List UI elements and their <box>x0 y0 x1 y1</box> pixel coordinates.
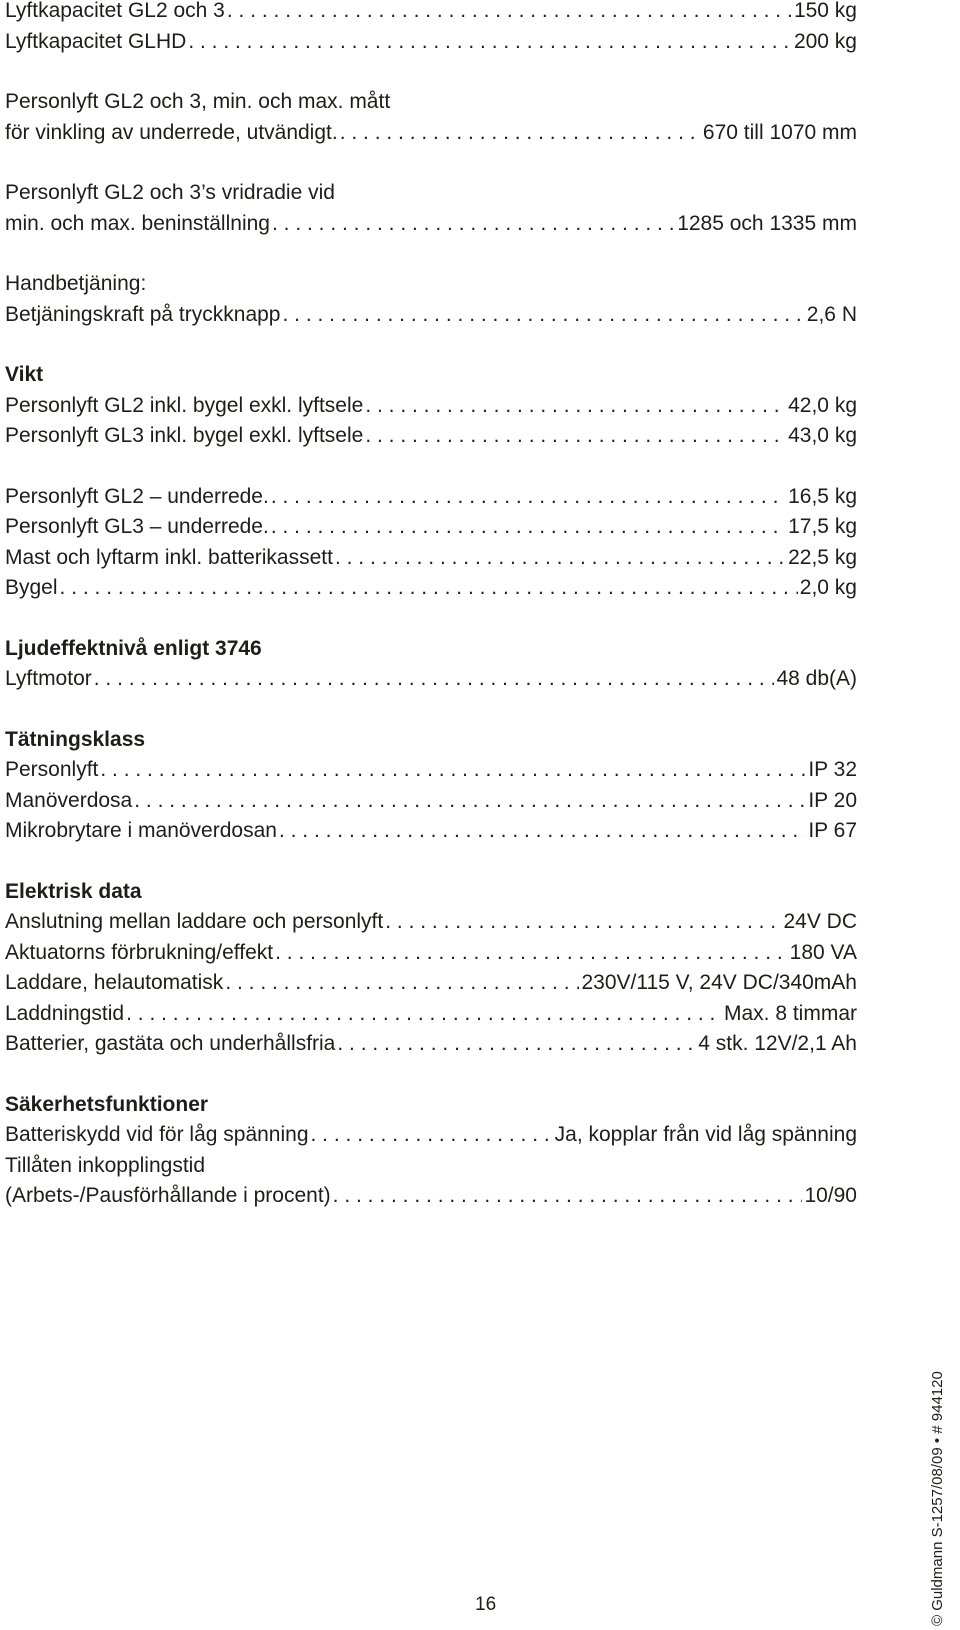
spec-row <box>5 543 857 574</box>
spacer <box>5 330 857 360</box>
dot-leader <box>340 118 701 149</box>
dot-leader <box>365 391 786 422</box>
spec-row <box>5 1120 857 1151</box>
spec-row <box>5 209 857 240</box>
spec-row <box>5 968 857 999</box>
dot-leader <box>94 664 775 695</box>
spec-row <box>5 391 857 422</box>
spec-label: Personlyft <box>5 758 99 781</box>
spec-label-line: Handbetjäning: <box>5 272 147 295</box>
copyright-notice: © Guldmann S-1257/08/09 • # 944120 <box>929 1371 946 1626</box>
spec-label: Personlyft GL3 – underrede. <box>5 515 269 538</box>
spec-label-line: Personlyft GL2 och 3’s vridradie vid <box>5 181 335 204</box>
spec-value: 22,5 kg <box>788 545 857 569</box>
spec-label: min. och max. beninställning <box>5 211 270 235</box>
dot-leader <box>272 209 675 240</box>
spacer <box>5 695 857 725</box>
spec-value: 2,6 N <box>806 302 857 326</box>
spacer <box>5 847 857 877</box>
spacer <box>5 148 857 178</box>
spec-value: 150 kg <box>793 0 857 22</box>
spec-label: Batteriskydd vid för låg spänning <box>5 1123 309 1146</box>
spacer <box>5 239 857 269</box>
section-heading-tatning: Tätningsklass <box>5 727 146 751</box>
dot-leader <box>100 755 806 786</box>
dot-leader <box>282 300 804 331</box>
spec-label: Manöverdosa <box>5 788 133 812</box>
spec-value: IP 20 <box>808 788 857 812</box>
spec-label: Personlyft GL3 inkl. bygel exkl. lyftsele <box>5 424 364 447</box>
section-heading-sakerhet: Säkerhetsfunktioner <box>5 1092 209 1116</box>
spec-value: Ja, kopplar från vid låg spänning <box>554 1123 857 1146</box>
spec-row <box>5 0 857 27</box>
spec-value: IP 32 <box>808 758 857 781</box>
spec-row <box>5 664 857 695</box>
dot-leader <box>227 0 792 27</box>
spec-label: Lyftkapacitet GL2 och 3 <box>5 0 225 22</box>
spec-label: (Arbets-/Pausförhållande i procent) <box>5 1184 331 1207</box>
spec-row <box>5 573 857 604</box>
dot-leader <box>337 1029 696 1060</box>
page-number: 16 <box>475 1594 497 1615</box>
dot-leader <box>335 543 786 574</box>
spacer <box>5 604 857 634</box>
dot-leader <box>311 1120 553 1151</box>
spec-label: Mast och lyftarm inkl. batterikassett <box>5 545 333 569</box>
spec-label: Laddare, helautomatisk <box>5 971 224 994</box>
spec-value: 670 till 1070 mm <box>702 120 857 144</box>
spacer <box>5 57 857 87</box>
spec-value: 17,5 kg <box>788 515 857 538</box>
spec-label: Betjäningskraft på tryckknapp <box>5 302 281 326</box>
spec-label: Aktuatorns förbrukning/effekt <box>5 940 274 964</box>
dot-leader <box>134 786 806 817</box>
section-heading-ljud: Ljudeffektnivå enligt 3746 <box>5 636 262 660</box>
spec-value: 230V/115 V, 24V DC/340mAh <box>581 971 857 994</box>
spec-row <box>5 1029 857 1060</box>
spec-label-line: Personlyft GL2 och 3, min. och max. mått <box>5 90 391 113</box>
spec-label: Batterier, gastäta och underhållsfria <box>5 1032 336 1055</box>
spec-row <box>5 907 857 938</box>
dot-leader <box>275 938 788 969</box>
spec-label: Laddningstid <box>5 1001 125 1025</box>
spec-value: 24V DC <box>783 910 857 933</box>
dot-leader <box>385 907 781 938</box>
section-heading-elektrisk: Elektrisk data <box>5 879 142 903</box>
spec-value: 48 db(A) <box>776 667 857 690</box>
dot-leader <box>271 482 786 513</box>
spec-row <box>5 482 857 513</box>
spec-value: IP 67 <box>808 819 857 842</box>
spec-row <box>5 27 857 58</box>
spec-label: Lyftmotor <box>5 667 92 690</box>
spec-document <box>5 0 857 1212</box>
spec-value: 10/90 <box>804 1184 857 1207</box>
dot-leader <box>188 27 792 58</box>
spec-label: för vinkling av underrede, utvändigt. <box>5 120 338 144</box>
spec-label: Bygel <box>5 576 58 599</box>
spec-row <box>5 1181 857 1212</box>
spec-row <box>5 938 857 969</box>
dot-leader <box>60 573 798 604</box>
spec-row <box>5 786 857 817</box>
spec-row <box>5 118 857 149</box>
spec-value: 4 stk. 12V/2,1 Ah <box>698 1032 857 1055</box>
spacer <box>5 452 857 482</box>
dot-leader <box>225 968 579 999</box>
spec-row <box>5 300 857 331</box>
spec-value: 1285 och 1335 mm <box>677 211 857 235</box>
spec-row <box>5 755 857 786</box>
dot-leader <box>365 421 786 452</box>
spec-row <box>5 421 857 452</box>
spec-label: Mikrobrytare i manöverdosan <box>5 819 277 842</box>
spec-label: Personlyft GL2 inkl. bygel exkl. lyftsele <box>5 393 364 417</box>
spec-value: Max. 8 timmar <box>723 1001 857 1025</box>
spec-value: 200 kg <box>793 29 857 53</box>
section-heading-vikt: Vikt <box>5 363 44 386</box>
spec-value: 2,0 kg <box>799 576 857 599</box>
spec-label: Anslutning mellan laddare och personlyft <box>5 910 384 933</box>
dot-leader <box>126 999 722 1030</box>
spec-value: 42,0 kg <box>788 393 857 417</box>
spec-label-line: Tillåten inkopplingstid <box>5 1153 206 1177</box>
spec-row <box>5 816 857 847</box>
spec-label: Personlyft GL2 – underrede. <box>5 484 269 508</box>
spec-row <box>5 999 857 1030</box>
spec-label: Lyftkapacitet GLHD <box>5 29 187 53</box>
spacer <box>5 1060 857 1090</box>
spec-value: 180 VA <box>789 940 857 964</box>
dot-leader <box>271 512 786 543</box>
dot-leader <box>333 1181 803 1212</box>
dot-leader <box>279 816 806 847</box>
spec-value: 43,0 kg <box>788 424 857 447</box>
spec-row <box>5 512 857 543</box>
spec-value: 16,5 kg <box>788 484 857 508</box>
